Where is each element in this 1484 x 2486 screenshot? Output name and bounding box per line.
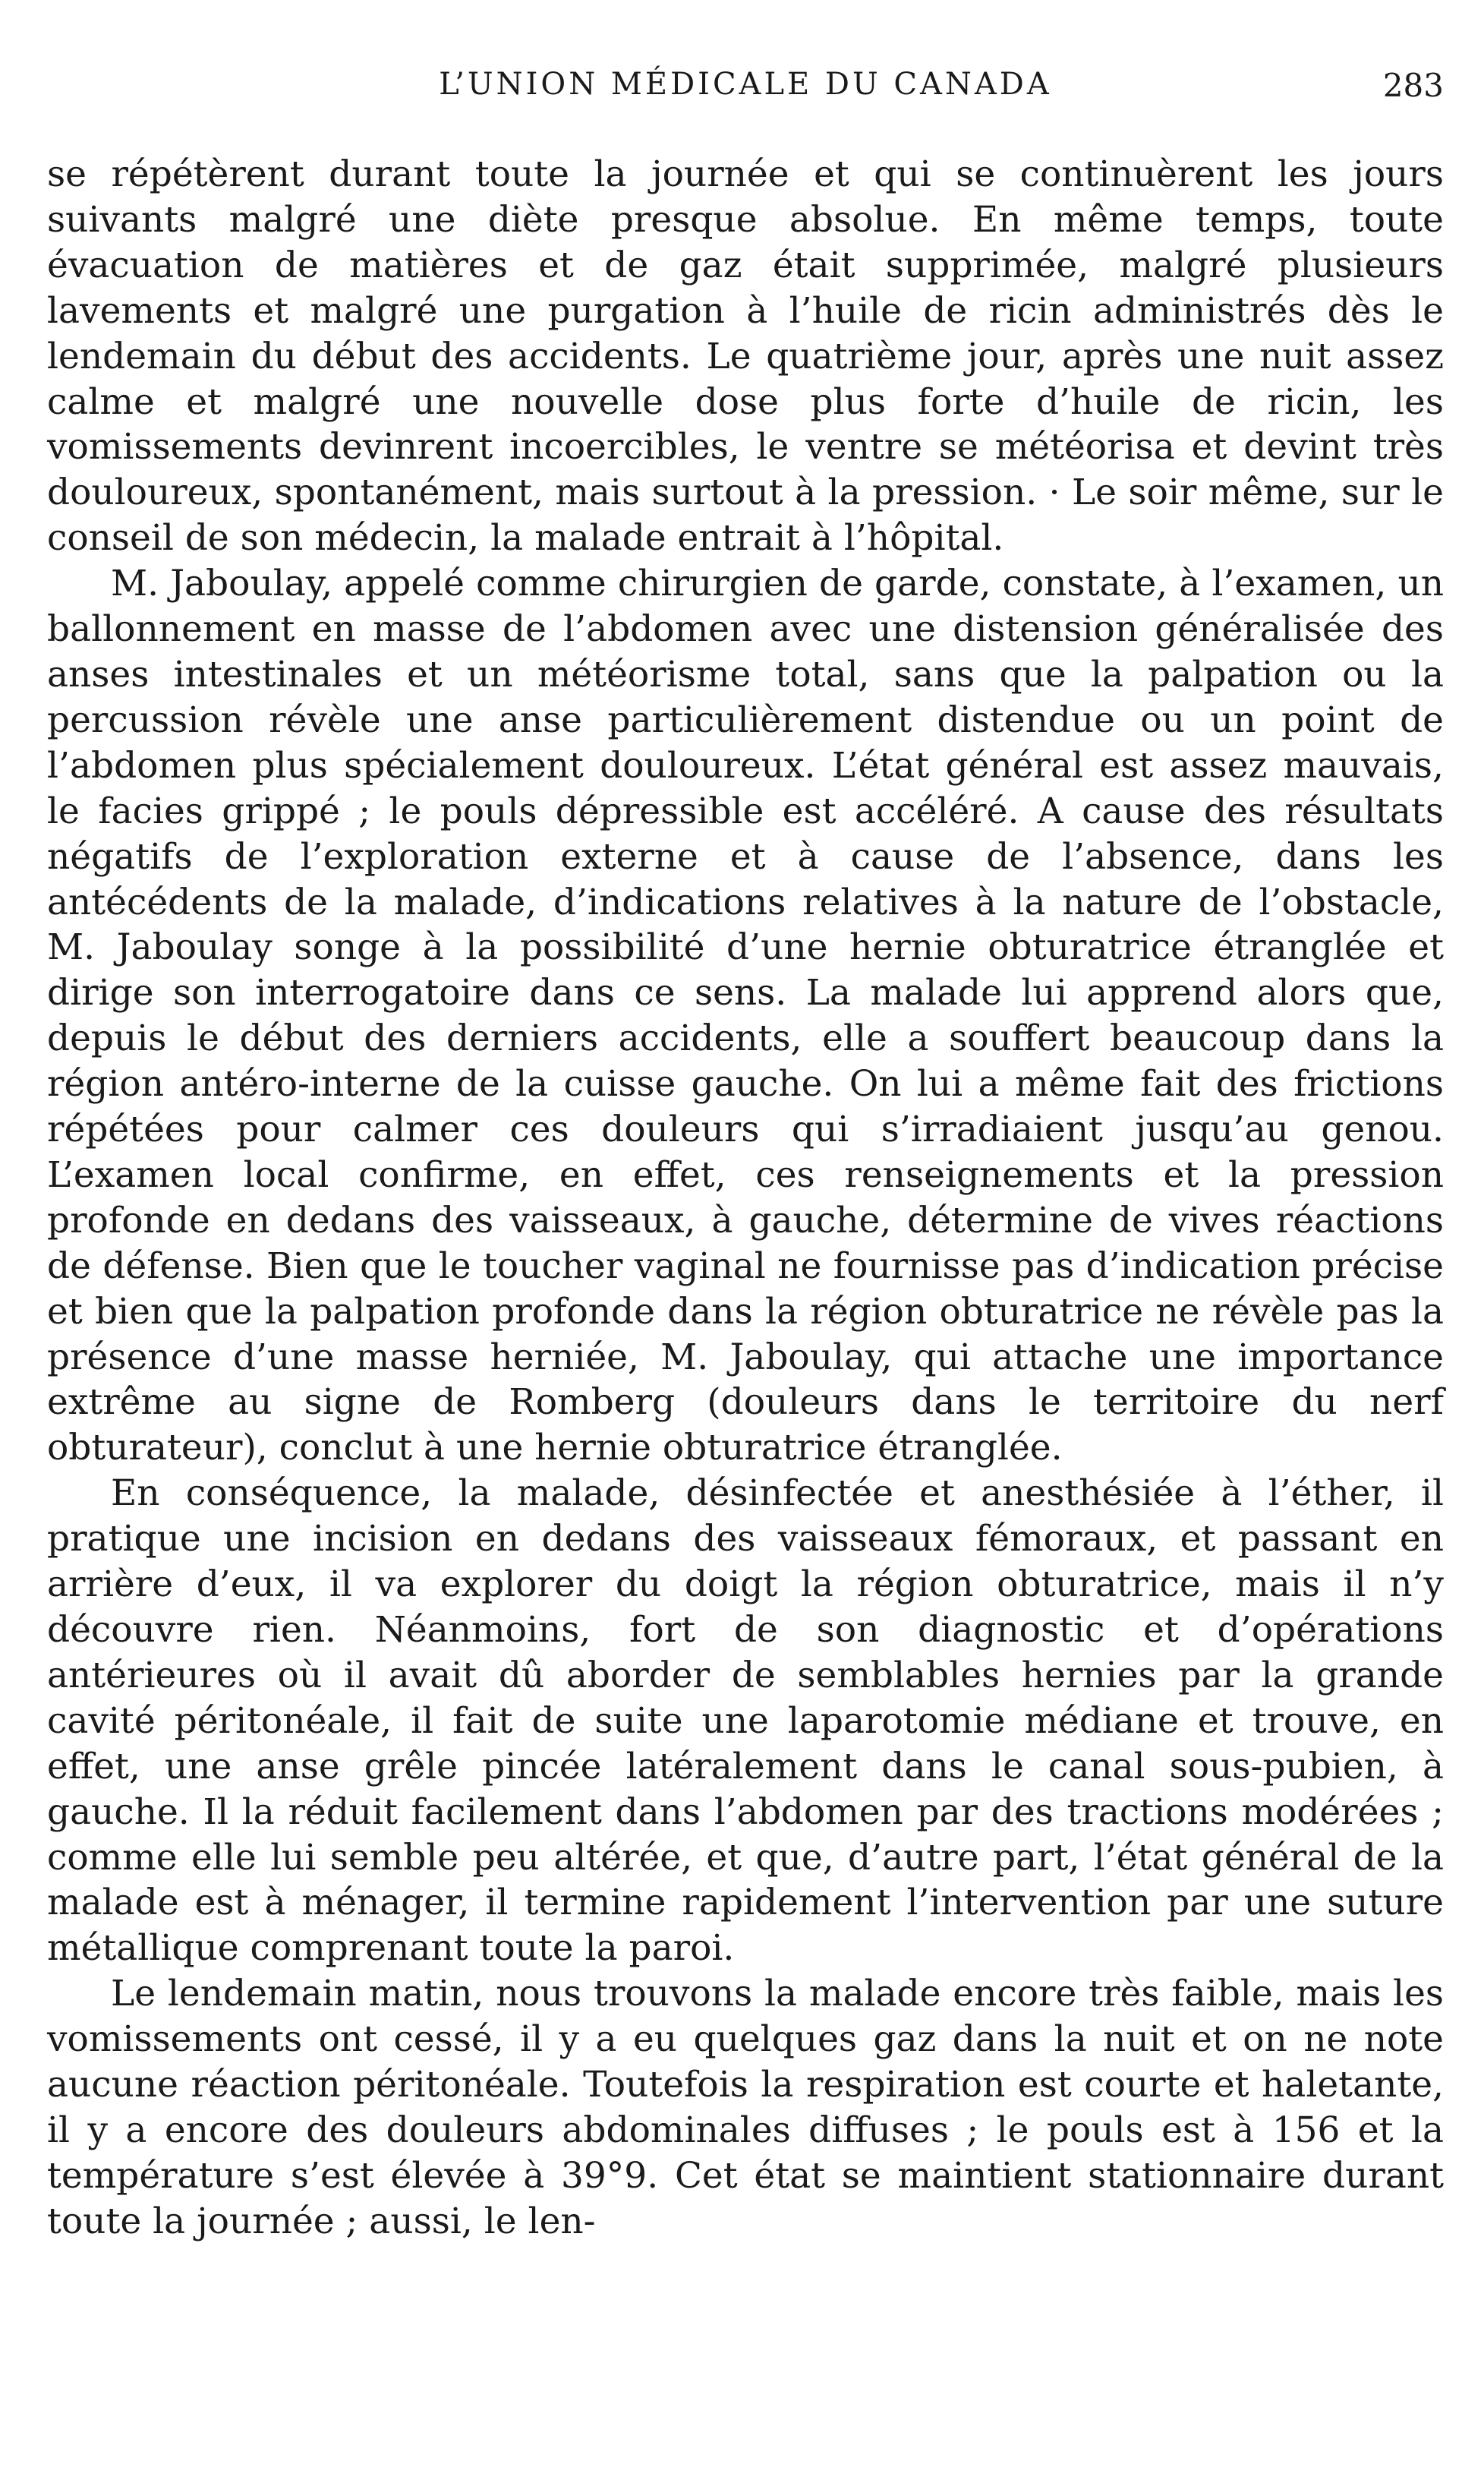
body-text [47, 152, 1444, 2245]
running-title: L’UNION MÉDICALE DU CANADA [439, 67, 1052, 102]
paragraph-1: se répétèrent durant toute la journée et qui se continuèrent les jours suivants malgré une diète presque absolue. En même temps, toute évacuation de matières et de gaz était supprimée, malgré plusieurs lavements et malgré une purgation à l’huile de ricin administrés dès le lendemain du début des accidents. Le quatrième jour, après une nuit assez calme et malgré une nouvelle dose plus forte d’huile de ricin, les vomissements devinrent incoercibles, le ventre se météorisa et devint très douloureux, spontanément, mais surtout à la pression. · Le soir même, sur le conseil de son médecin, la malade entrait à l’hôpital. [47, 153, 1444, 560]
paragraph-3: En conséquence, la malade, désinfectée et anesthésiée à l’éther, il pratique une incision en dedans des vaisseaux fémoraux, et passant en arrière d’eux, il va explorer du doigt la région obturatrice, mais il n’y découvre rien. Néanmoins, fort de son diagnostic et d’opérations antérieures où il avait dû aborder de semblables hernies par la grande cavité péritonéale, il fait de suite une laparotomie médiane et trouve, en effet, une anse grêle pincée latéralement dans le canal sous-pubien, à gauche. Il la réduit facilement dans l’abdomen par des tractions modérées ; comme elle lui semble peu altérée, et que, d’autre part, l’état général de la malade est à ménager, il termine rapidement l’intervention par une suture métallique comprenant toute la paroi. [47, 1472, 1444, 1970]
page-number: 283 [1382, 67, 1444, 104]
document-page [47, 67, 1444, 2245]
page-header [47, 67, 1444, 120]
paragraph-2: M. Jaboulay, appelé comme chirurgien de garde, constate, à l’examen, un ballonnement en masse de l’abdomen avec une distension généralisée des anses intestinales et un météorisme total, sans que la palpation ou la percussion révèle une anse particulièrement distendue ou un point de l’abdomen plus spécialement douloureux. L’état général est assez mauvais, le facies grippé ; le pouls dépressible est accéléré. A cause des résultats négatifs de l’exploration externe et à cause de l’absence, dans les antécédents de la malade, d’indications relatives à la nature de l’obstacle, M. Jaboulay songe à la possibilité d’une hernie obturatrice étranglée et dirige son interrogatoire dans ce sens. La malade lui apprend alors que, depuis le début des derniers accidents, elle a souffert beaucoup dans la région antéro-interne de la cuisse gauche. On lui a même fait des frictions répétées pour calmer ces douleurs qui s’irradiaient jusqu’au genou. L’examen local confirme, en effet, ces renseignements et la pression profonde en dedans des vaisseaux, à gauche, détermine de vives réactions de défense. Bien que le toucher vaginal ne fournisse pas d’indication précise et bien que la palpation profonde dans la région obturatrice ne révèle pas la présence d’une masse herniée, M. Jaboulay, qui attache une importance extrême au signe de Romberg (douleurs dans le territoire du nerf obturateur), conclut à une hernie obturatrice étranglée. [47, 563, 1444, 1469]
paragraph-4: Le lendemain matin, nous trouvons la malade encore très faible, mais les vomissements ont cessé, il y a eu quelques gaz dans la nuit et on ne note aucune réaction péritonéale. Toutefois la respiration est courte et haletante, il y a encore des douleurs abdominales diffuses ; le pouls est à 156 et la température s’est élevée à 39°9. Cet état se maintient stationnaire durant toute la journée ; aussi, le len- [47, 1973, 1444, 2242]
